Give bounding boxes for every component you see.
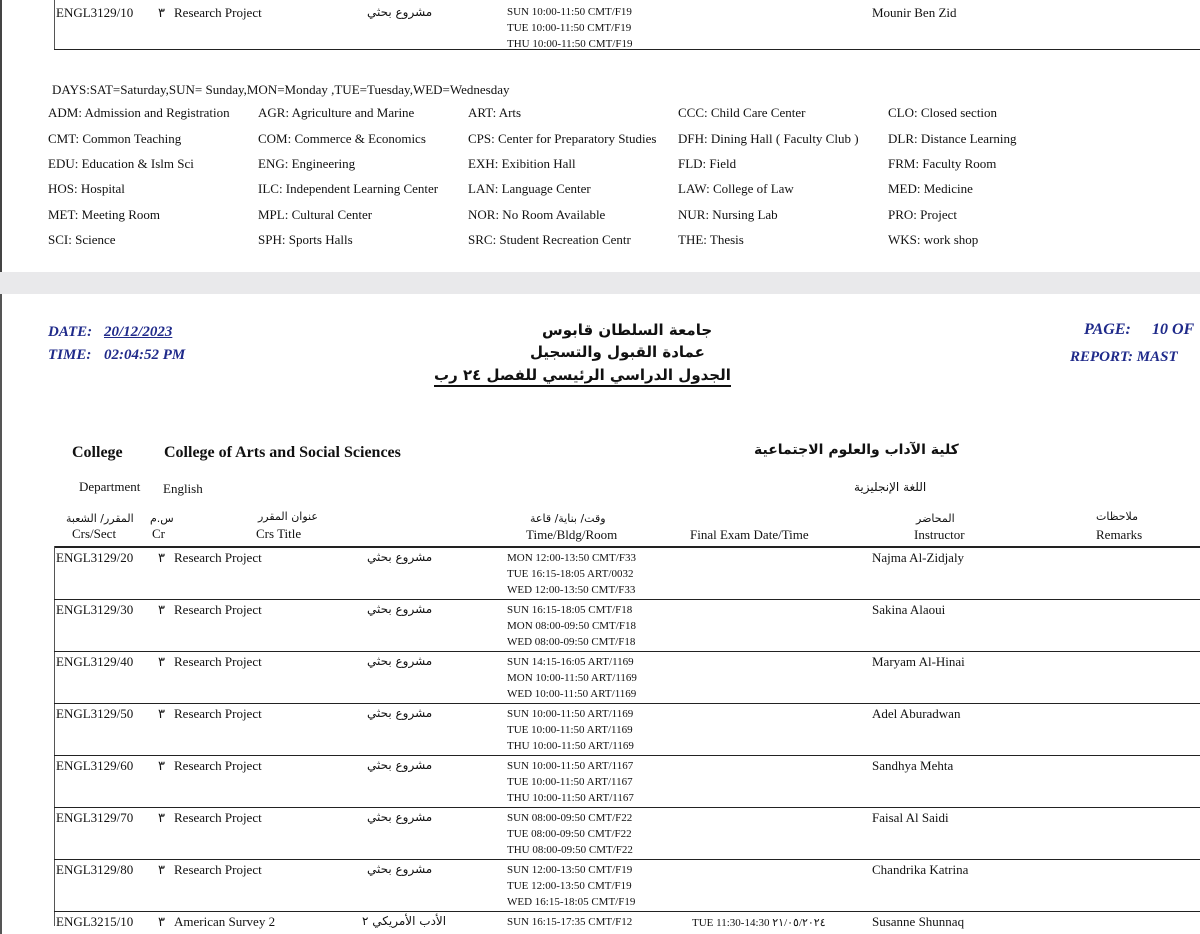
table-left-border xyxy=(54,546,55,926)
schedule-page-sheet xyxy=(0,294,1200,934)
time-slot: MON 12:00-13:50 CMT/F33 xyxy=(507,552,636,564)
code-entry: HOS: Hospital xyxy=(48,181,125,196)
time-slot: SUN 10:00-11:50 ART/1167 xyxy=(507,760,634,772)
time-slot: TUE 10:00-11:50 ART/1169 xyxy=(507,724,633,736)
college-name: College of Arts and Social Sciences xyxy=(164,444,401,461)
page-label: PAGE: xyxy=(1084,321,1131,338)
credit-hours: ٣ xyxy=(158,602,165,617)
course-code: ENGL3129/80 xyxy=(56,862,134,877)
instructor-name: Najma Al-Zidjaly xyxy=(872,550,965,565)
university-name-arabic: جامعة السلطان قابوس xyxy=(542,321,713,339)
time-label: TIME: xyxy=(48,347,92,363)
course-title: Research Project xyxy=(174,550,262,565)
row-divider xyxy=(54,807,1200,808)
report-name: REPORT: MAST xyxy=(1070,349,1178,365)
code-entry: COM: Commerce & Economics xyxy=(258,131,426,146)
code-entry: MED: Medicine xyxy=(888,181,973,196)
code-entry: CPS: Center for Preparatory Studies xyxy=(468,131,657,146)
date-label: DATE: xyxy=(48,324,93,340)
time-slot: WED 08:00-09:50 CMT/F18 xyxy=(507,636,636,648)
time-slot: TUE 10:00-11:50 ART/1167 xyxy=(507,776,633,788)
code-entry: MPL: Cultural Center xyxy=(258,207,373,222)
course-title-arabic: مشروع بحثي xyxy=(367,758,433,772)
row-divider xyxy=(54,651,1200,652)
course-code: ENGL3129/50 xyxy=(56,706,134,721)
time-slot: SUN 10:00-11:50 ART/1169 xyxy=(507,708,634,720)
course-code: ENGL3129/60 xyxy=(56,758,134,773)
credit-hours: ٣ xyxy=(158,550,165,565)
code-entry: ADM: Admission and Registration xyxy=(48,105,230,120)
code-entry: ART: Arts xyxy=(468,105,522,120)
time-slot: SUN 12:00-13:50 CMT/F19 xyxy=(507,864,633,876)
code-entry: SPH: Sports Halls xyxy=(258,232,353,247)
code-entry: AGR: Agriculture and Marine xyxy=(258,105,415,120)
report-date: 20/12/2023 xyxy=(104,324,173,340)
credit-hours: ٣ xyxy=(158,654,165,669)
code-entry: WKS: work shop xyxy=(888,232,979,247)
course-code: ENGL3129/20 xyxy=(56,550,134,565)
department-label: Department xyxy=(79,479,141,494)
days-legend: DAYS:SAT=Saturday,SUN= Sunday,MON=Monday ,TUE=Tuesday,WED=Wednesday xyxy=(52,82,510,97)
credit-hours: ٣ xyxy=(158,5,165,20)
time-slot: THU 10:00-11:50 CMT/F19 xyxy=(507,38,633,50)
college-name-arabic: كلية الآداب والعلوم الاجتماعية xyxy=(754,442,959,458)
column-header-arabic: عنوان المقرر xyxy=(258,510,318,523)
department-name-arabic: اللغة الإنجليزية xyxy=(854,480,927,494)
time-slot: TUE 16:15-18:05 ART/0032 xyxy=(507,568,634,580)
time-slot: MON 08:00-09:50 CMT/F18 xyxy=(507,620,636,632)
credit-hours: ٣ xyxy=(158,706,165,721)
course-title-arabic: مشروع بحثي xyxy=(367,810,433,824)
row-divider xyxy=(54,703,1200,704)
table-left-border xyxy=(54,0,55,50)
column-header-arabic: وقت/ بناية/ قاعة xyxy=(530,512,606,525)
code-entry: FRM: Faculty Room xyxy=(888,156,997,171)
column-header-instructor: Instructor xyxy=(914,527,965,542)
department-name: English xyxy=(163,481,203,496)
time-slot: WED 10:00-11:50 ART/1169 xyxy=(507,688,637,700)
row-divider xyxy=(54,911,1200,912)
course-title: Research Project xyxy=(174,758,262,773)
time-slot: TUE 12:00-13:50 CMT/F19 xyxy=(507,880,632,892)
code-entry: MET: Meeting Room xyxy=(48,207,161,222)
column-header-arabic: المقرر/ الشعبة xyxy=(66,512,134,525)
course-code: ENGL3129/10 xyxy=(56,5,134,20)
instructor-name: Sandhya Mehta xyxy=(872,758,954,773)
time-slot: TUE 08:00-09:50 CMT/F22 xyxy=(507,828,632,840)
course-title-arabic: مشروع بحثي xyxy=(367,862,433,876)
code-entry: DFH: Dining Hall ( Faculty Club ) xyxy=(678,131,859,146)
instructor-name: Mounir Ben Zid xyxy=(872,5,957,20)
row-divider xyxy=(54,859,1200,860)
course-title: Research Project xyxy=(174,810,262,825)
course-title-arabic: الأدب الأمريكي ٢ xyxy=(362,914,447,928)
code-entry: NUR: Nursing Lab xyxy=(678,207,778,222)
course-title-arabic: مشروع بحثي xyxy=(367,602,433,616)
code-entry: ENG: Engineering xyxy=(258,156,356,171)
instructor-name: Adel Aburadwan xyxy=(872,706,961,721)
header-rule xyxy=(54,546,1200,548)
course-title: Research Project xyxy=(174,654,262,669)
course-title: Research Project xyxy=(174,602,262,617)
code-entry: THE: Thesis xyxy=(678,232,744,247)
code-entry: LAW: College of Law xyxy=(678,181,794,196)
credit-hours: ٣ xyxy=(158,914,165,929)
previous-page-sheet xyxy=(0,0,1200,272)
time-slot: MON 10:00-11:50 ART/1169 xyxy=(507,672,637,684)
column-header-credit: Cr xyxy=(152,526,165,541)
instructor-name: Maryam Al-Hinai xyxy=(872,654,965,669)
course-code: ENGL3129/40 xyxy=(56,654,134,669)
course-title: Research Project xyxy=(174,5,262,20)
code-entry: FLD: Field xyxy=(678,156,737,171)
time-slot: TUE 10:00-11:50 CMT/F19 xyxy=(507,22,632,34)
code-entry: LAN: Language Center xyxy=(468,181,591,196)
time-slot: WED 16:15-18:05 CMT/F19 xyxy=(507,896,636,908)
time-slot: WED 12:00-13:50 CMT/F33 xyxy=(507,584,636,596)
course-title: Research Project xyxy=(174,706,262,721)
code-entry: CMT: Common Teaching xyxy=(48,131,182,146)
college-label: College xyxy=(72,444,123,461)
page-number: 10 OF xyxy=(1152,321,1195,338)
time-slot: SUN 10:00-11:50 CMT/F19 xyxy=(507,6,632,18)
time-slot: SUN 16:15-18:05 CMT/F18 xyxy=(507,604,633,616)
course-code: ENGL3129/30 xyxy=(56,602,134,617)
time-slot: THU 08:00-09:50 CMT/F22 xyxy=(507,844,633,856)
column-header-title: Crs Title xyxy=(256,526,302,541)
column-header-final-exam: Final Exam Date/Time xyxy=(690,527,809,542)
course-code: ENGL3215/10 xyxy=(56,914,134,929)
credit-hours: ٣ xyxy=(158,758,165,773)
code-entry: PRO: Project xyxy=(888,207,957,222)
code-entry: SCI: Science xyxy=(48,232,116,247)
credit-hours: ٣ xyxy=(158,862,165,877)
code-entry: SRC: Student Recreation Centr xyxy=(468,232,631,247)
course-title-arabic: مشروع بحثي xyxy=(367,654,433,668)
time-slot: SUN 16:15-17:35 CMT/F12 xyxy=(507,916,633,928)
final-exam: TUE 11:30-14:30 ٢١/٠٥/٢٠٢٤ xyxy=(692,917,826,929)
course-title: American Survey 2 xyxy=(174,914,276,929)
code-entry: EXH: Exibition Hall xyxy=(468,156,576,171)
code-entry: CCC: Child Care Center xyxy=(678,105,806,120)
course-title-arabic: مشروع بحثي xyxy=(367,5,433,19)
column-header-time: Time/Bldg/Room xyxy=(526,527,618,542)
time-slot: SUN 14:15-16:05 ART/1169 xyxy=(507,656,634,668)
code-entry: CLO: Closed section xyxy=(888,105,998,120)
schedule-title-arabic: الجدول الدراسي الرئيسي للفصل ٢٤ رب xyxy=(434,366,731,387)
code-entry: DLR: Distance Learning xyxy=(888,131,1017,146)
instructor-name: Faisal Al Saidi xyxy=(872,810,949,825)
code-entry: ILC: Independent Learning Center xyxy=(258,181,439,196)
report-time: 02:04:52 PM xyxy=(104,347,186,363)
course-title-arabic: مشروع بحثي xyxy=(367,550,433,564)
deanship-name-arabic: عمادة القبول والتسجيل xyxy=(530,343,705,361)
credit-hours: ٣ xyxy=(158,810,165,825)
time-slot: THU 10:00-11:50 ART/1169 xyxy=(507,740,634,752)
time-slot: SUN 08:00-09:50 CMT/F22 xyxy=(507,812,633,824)
course-title-arabic: مشروع بحثي xyxy=(367,706,433,720)
course-code: ENGL3129/70 xyxy=(56,810,134,825)
column-header-course: Crs/Sect xyxy=(72,526,117,541)
column-header-remarks: Remarks xyxy=(1096,527,1143,542)
instructor-name: Susanne Shunnaq xyxy=(872,914,965,929)
code-entry: NOR: No Room Available xyxy=(468,207,606,222)
course-title: Research Project xyxy=(174,862,262,877)
row-divider xyxy=(54,755,1200,756)
time-slot: THU 10:00-11:50 ART/1167 xyxy=(507,792,634,804)
column-header-arabic: المحاضر xyxy=(916,512,955,525)
column-header-arabic: س.م xyxy=(150,512,174,525)
instructor-name: Chandrika Katrina xyxy=(872,862,969,877)
row-divider xyxy=(54,599,1200,600)
instructor-name: Sakina Alaoui xyxy=(872,602,946,617)
code-entry: EDU: Education & Islm Sci xyxy=(48,156,194,171)
column-header-arabic: ملاحظات xyxy=(1096,510,1138,523)
